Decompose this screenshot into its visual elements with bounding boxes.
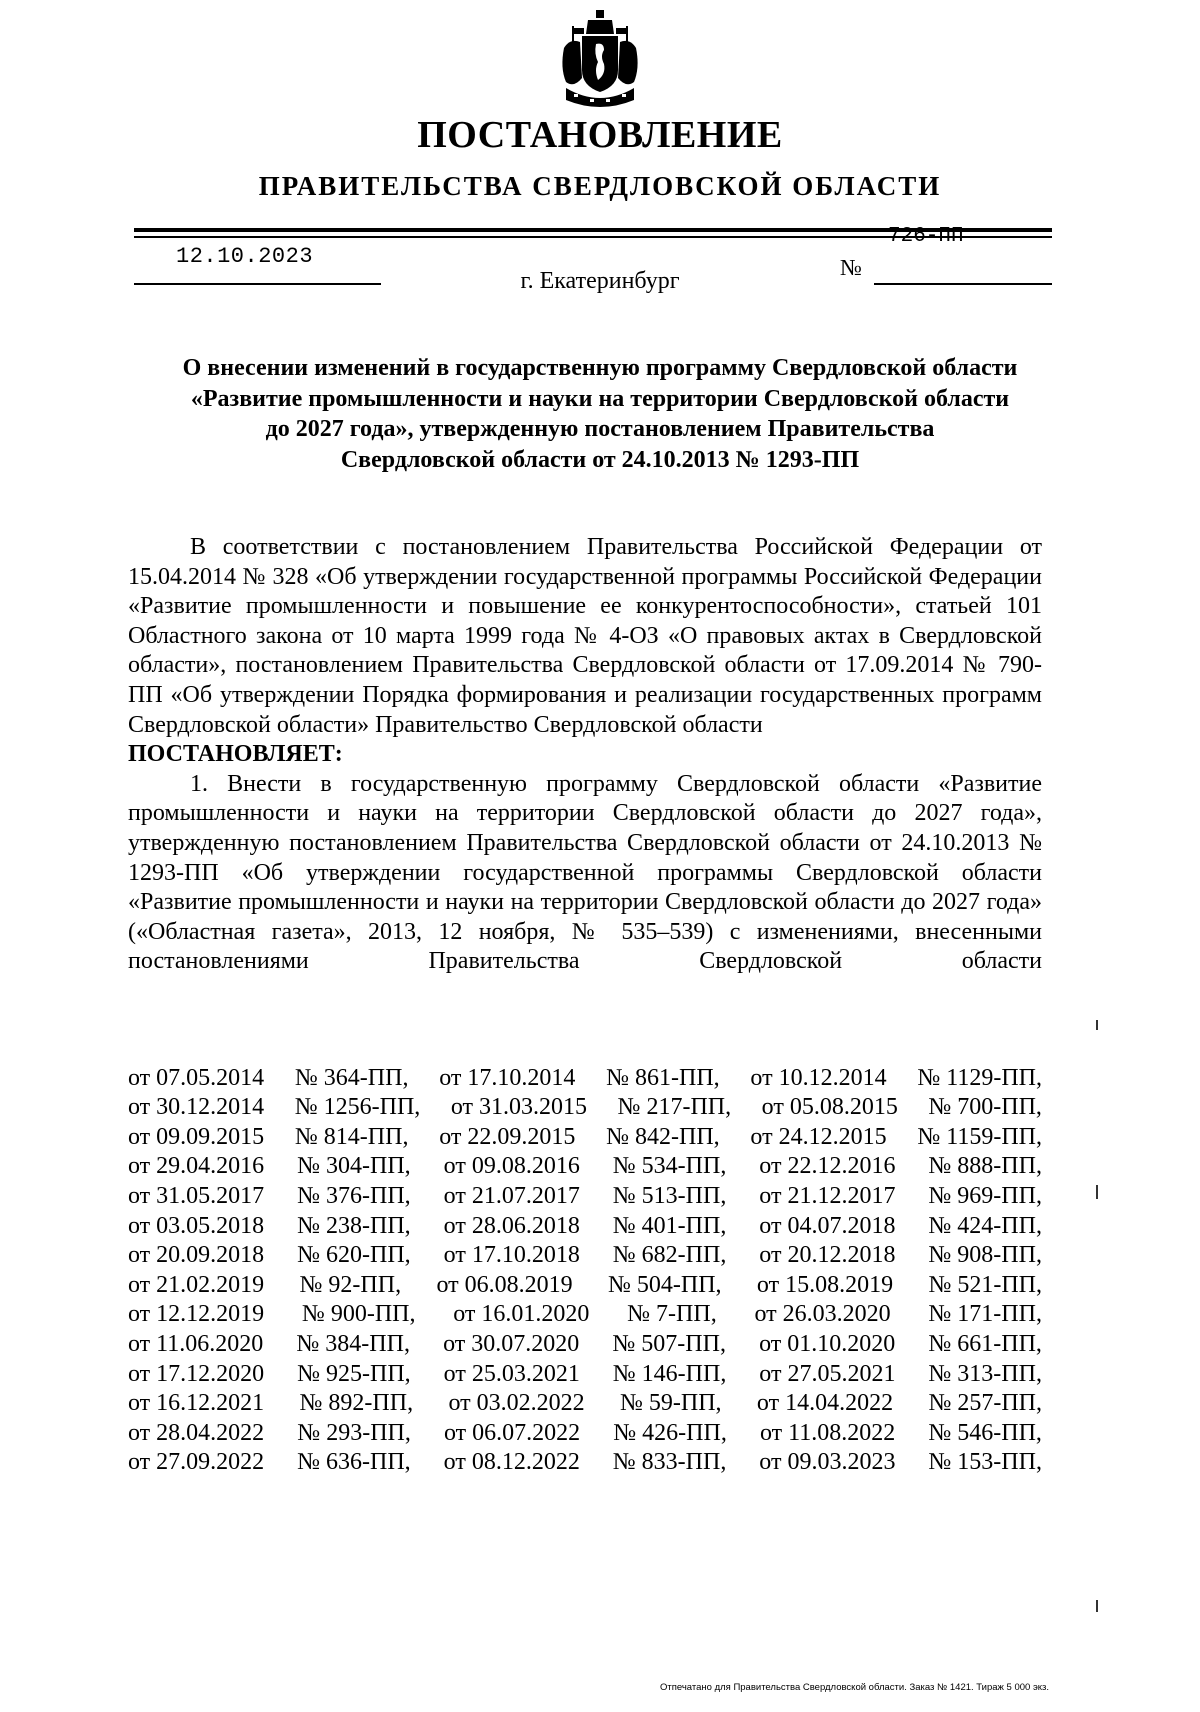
heading-line: Свердловской области от 24.10.2013 № 1293-ПП: [340, 446, 860, 473]
amendment-date: от 27.09.2022: [128, 1449, 265, 1476]
amendment-date: от 03.02.2022: [448, 1390, 585, 1417]
amendment-date: от 22.09.2015: [439, 1123, 576, 1150]
amendment-number: № 384-ПП,: [296, 1330, 410, 1357]
amendment-date: от 11.06.2020: [128, 1330, 264, 1357]
item-1-intro: 1. Внести в государственную программу Свердловской области «Развитие промышленности и науки на территории Свердловской области до 2027 года», утвержденную постановлением Правительства Свердловской области от 24.10.2013 № 1293-ПП «Об утверждении государственной программы Свердловской области «Развитие промышленности и науки на территории Свердловской области до 2027 года» («Областная газета», 2013, 12 ноября, № 535–539) с изменениями, внесенными постановлениями Правительства Свердловской области: [128, 770, 1042, 975]
amendment-number: № 7-ПП,: [627, 1301, 717, 1328]
amendments-row: [128, 1152, 1042, 1182]
amendments-row: [128, 1419, 1042, 1449]
amendments-row: [128, 1212, 1042, 1242]
amendment-number: № 376-ПП,: [297, 1182, 411, 1209]
document-date: 12.10.2023: [176, 244, 314, 269]
amendment-date: от 21.07.2017: [443, 1182, 580, 1209]
amendment-number: № 507-ПП,: [612, 1330, 726, 1357]
amendment-number: № 401-ПП,: [612, 1212, 727, 1239]
amendment-number: № 217-ПП,: [617, 1094, 732, 1121]
scan-margin-mark: [1096, 1600, 1098, 1612]
amendment-number: № 842-ПП,: [606, 1123, 720, 1150]
document-body: [128, 533, 1042, 977]
amendment-number: № 521-ПП,: [928, 1271, 1042, 1298]
amendment-date: от 27.05.2021: [759, 1360, 896, 1387]
amendment-number: № 153-ПП,: [928, 1449, 1042, 1476]
scan-margin-mark: [1096, 1185, 1098, 1199]
amendment-date: от 14.04.2022: [756, 1390, 894, 1417]
amendment-number: № 534-ПП,: [612, 1153, 727, 1180]
amendment-date: от 16.12.2021: [128, 1390, 265, 1417]
amendment-date: от 09.08.2016: [443, 1153, 580, 1180]
amendment-date: от 29.04.2016: [128, 1153, 265, 1180]
amendments-row: [128, 1182, 1042, 1212]
amendment-number: № 888-ПП,: [928, 1153, 1042, 1180]
amendment-date: от 20.12.2018: [759, 1242, 896, 1269]
amendment-date: от 25.03.2021: [443, 1360, 580, 1387]
amendment-date: от 30.07.2020: [443, 1330, 580, 1357]
amendment-number: № 304-ПП,: [297, 1153, 411, 1180]
amendment-date: от 03.05.2018: [128, 1212, 265, 1239]
amendments-row: [128, 1448, 1042, 1478]
amendment-date: от 09.09.2015: [128, 1123, 265, 1150]
heading-line: «Развитие промышленности и науки на территории Свердловской области: [190, 385, 1010, 412]
amendment-date: от 20.09.2018: [128, 1242, 265, 1269]
amendment-date: от 06.07.2022: [443, 1419, 581, 1446]
amendment-date: от 17.12.2020: [128, 1360, 265, 1387]
amendment-number: № 925-ПП,: [297, 1360, 411, 1387]
amendment-number: № 257-ПП,: [928, 1390, 1042, 1417]
print-footer: Отпечатано для Правительства Свердловской области. Заказ № 1421. Тираж 5 000 экз.: [660, 1682, 1050, 1693]
amendment-date: от 16.01.2020: [453, 1301, 590, 1328]
amendment-date: от 07.05.2014: [128, 1064, 265, 1091]
amendment-number: № 424-ПП,: [928, 1212, 1042, 1239]
amendments-row: [128, 1064, 1042, 1094]
document-heading: [120, 353, 1080, 475]
amendment-number: № 833-ПП,: [612, 1449, 727, 1476]
amendment-number: № 504-ПП,: [607, 1271, 722, 1298]
amendments-row: [128, 1123, 1042, 1153]
amendment-number: № 814-ПП,: [294, 1123, 409, 1150]
amendment-number: № 92-ПП,: [299, 1271, 402, 1298]
amendment-date: от 05.08.2015: [761, 1094, 898, 1121]
preamble-paragraph: В соответствии с постановлением Правительства Российской Федерации от 15.04.2014 № 328 «Об утверждении государственной программы Российской Федерации «Развитие промышленности и повышение ее конкурентоспособности», статьей 101 Областного закона от 10 марта 1999 года № 4-ОЗ «О правовых актах в Свердловской области», постановлением Правительства Свердловской области от 17.09.2014 № 790-ПП «Об утверждении Порядка формирования и реализации государственных программ Свердловской области» Правительство Свердловской области: [128, 534, 1042, 738]
scan-margin-mark: [1096, 1020, 1098, 1030]
amendment-date: от 09.03.2023: [759, 1449, 896, 1476]
coat-of-arms-icon: [560, 8, 640, 114]
amendment-date: от 01.10.2020: [759, 1330, 896, 1357]
heading-line: О внесении изменений в государственную программу Свердловской области: [182, 355, 1018, 381]
amendment-number: № 293-ПП,: [297, 1419, 411, 1446]
amendment-number: № 426-ПП,: [613, 1419, 727, 1446]
amendment-number: № 700-ПП,: [928, 1094, 1042, 1121]
amendment-date: от 17.10.2014: [439, 1064, 576, 1091]
amendment-number: № 238-ПП,: [297, 1212, 411, 1239]
amendment-number: № 1256-ПП,: [294, 1094, 421, 1121]
amendment-number: № 620-ПП,: [297, 1242, 411, 1269]
amendment-number: № 171-ПП,: [928, 1301, 1042, 1328]
amendment-date: от 17.10.2018: [443, 1242, 580, 1269]
resolves-label: ПОСТАНОВЛЯЕТ:: [128, 741, 343, 768]
issuing-authority: ПРАВИТЕЛЬСТВА СВЕРДЛОВСКОЙ ОБЛАСТИ: [258, 171, 942, 201]
amendment-number: № 513-ПП,: [612, 1182, 727, 1209]
amendments-row: [128, 1330, 1042, 1360]
amendment-date: от 11.08.2022: [759, 1419, 896, 1446]
amendment-number: № 861-ПП,: [606, 1064, 720, 1091]
amendment-date: от 15.08.2019: [756, 1271, 894, 1298]
amendments-row: [128, 1360, 1042, 1390]
amendment-date: от 21.02.2019: [128, 1271, 265, 1298]
amendments-row: [128, 1271, 1042, 1301]
amendment-date: от 31.03.2015: [450, 1094, 587, 1121]
amendment-date: от 31.05.2017: [128, 1182, 265, 1209]
amendment-date: от 08.12.2022: [443, 1449, 580, 1476]
document-type-title: ПОСТАНОВЛЕНИЕ: [417, 114, 783, 156]
amendment-number: № 892-ПП,: [299, 1390, 414, 1417]
amendment-number: № 146-ПП,: [612, 1360, 727, 1387]
amendments-row: [128, 1300, 1042, 1330]
heading-line: до 2027 года», утвержденную постановлением Правительства: [265, 416, 935, 442]
amendments-row: [128, 1241, 1042, 1271]
place-of-issue: г. Екатеринбург: [520, 268, 680, 294]
amendment-number: № 59-ПП,: [619, 1390, 722, 1417]
amendments-row: [128, 1093, 1042, 1123]
document-number: 726-ПП: [888, 225, 964, 248]
amendment-number: № 546-ПП,: [928, 1419, 1042, 1446]
amendment-date: от 10.12.2014: [750, 1064, 887, 1091]
amendment-number: № 969-ПП,: [928, 1182, 1042, 1209]
amendments-row: [128, 1389, 1042, 1419]
amendment-date: от 26.03.2020: [754, 1301, 891, 1328]
amendment-number: № 313-ПП,: [928, 1360, 1042, 1387]
amendment-number: № 682-ПП,: [612, 1242, 727, 1269]
amendment-date: от 30.12.2014: [128, 1094, 265, 1121]
amendment-date: от 04.07.2018: [759, 1212, 896, 1239]
amendment-date: от 24.12.2015: [750, 1123, 887, 1150]
amendment-number: № 900-ПП,: [301, 1301, 416, 1328]
amendments-list: [128, 1034, 1042, 1478]
amendment-number: № 661-ПП,: [928, 1330, 1042, 1357]
amendment-number: № 364-ПП,: [294, 1064, 409, 1091]
amendment-number: № 1159-ПП,: [917, 1123, 1042, 1150]
amendment-number: № 908-ПП,: [928, 1242, 1042, 1269]
amendment-date: от 06.08.2019: [436, 1271, 573, 1298]
amendment-date: от 21.12.2017: [759, 1182, 896, 1209]
number-label: №: [840, 255, 862, 280]
amendment-date: от 22.12.2016: [759, 1153, 896, 1180]
amendment-date: от 12.12.2019: [128, 1301, 265, 1328]
amendment-number: № 636-ПП,: [297, 1449, 411, 1476]
amendment-date: от 28.06.2018: [443, 1212, 580, 1239]
amendment-number: № 1129-ПП,: [917, 1064, 1042, 1091]
amendment-date: от 28.04.2022: [128, 1419, 265, 1446]
